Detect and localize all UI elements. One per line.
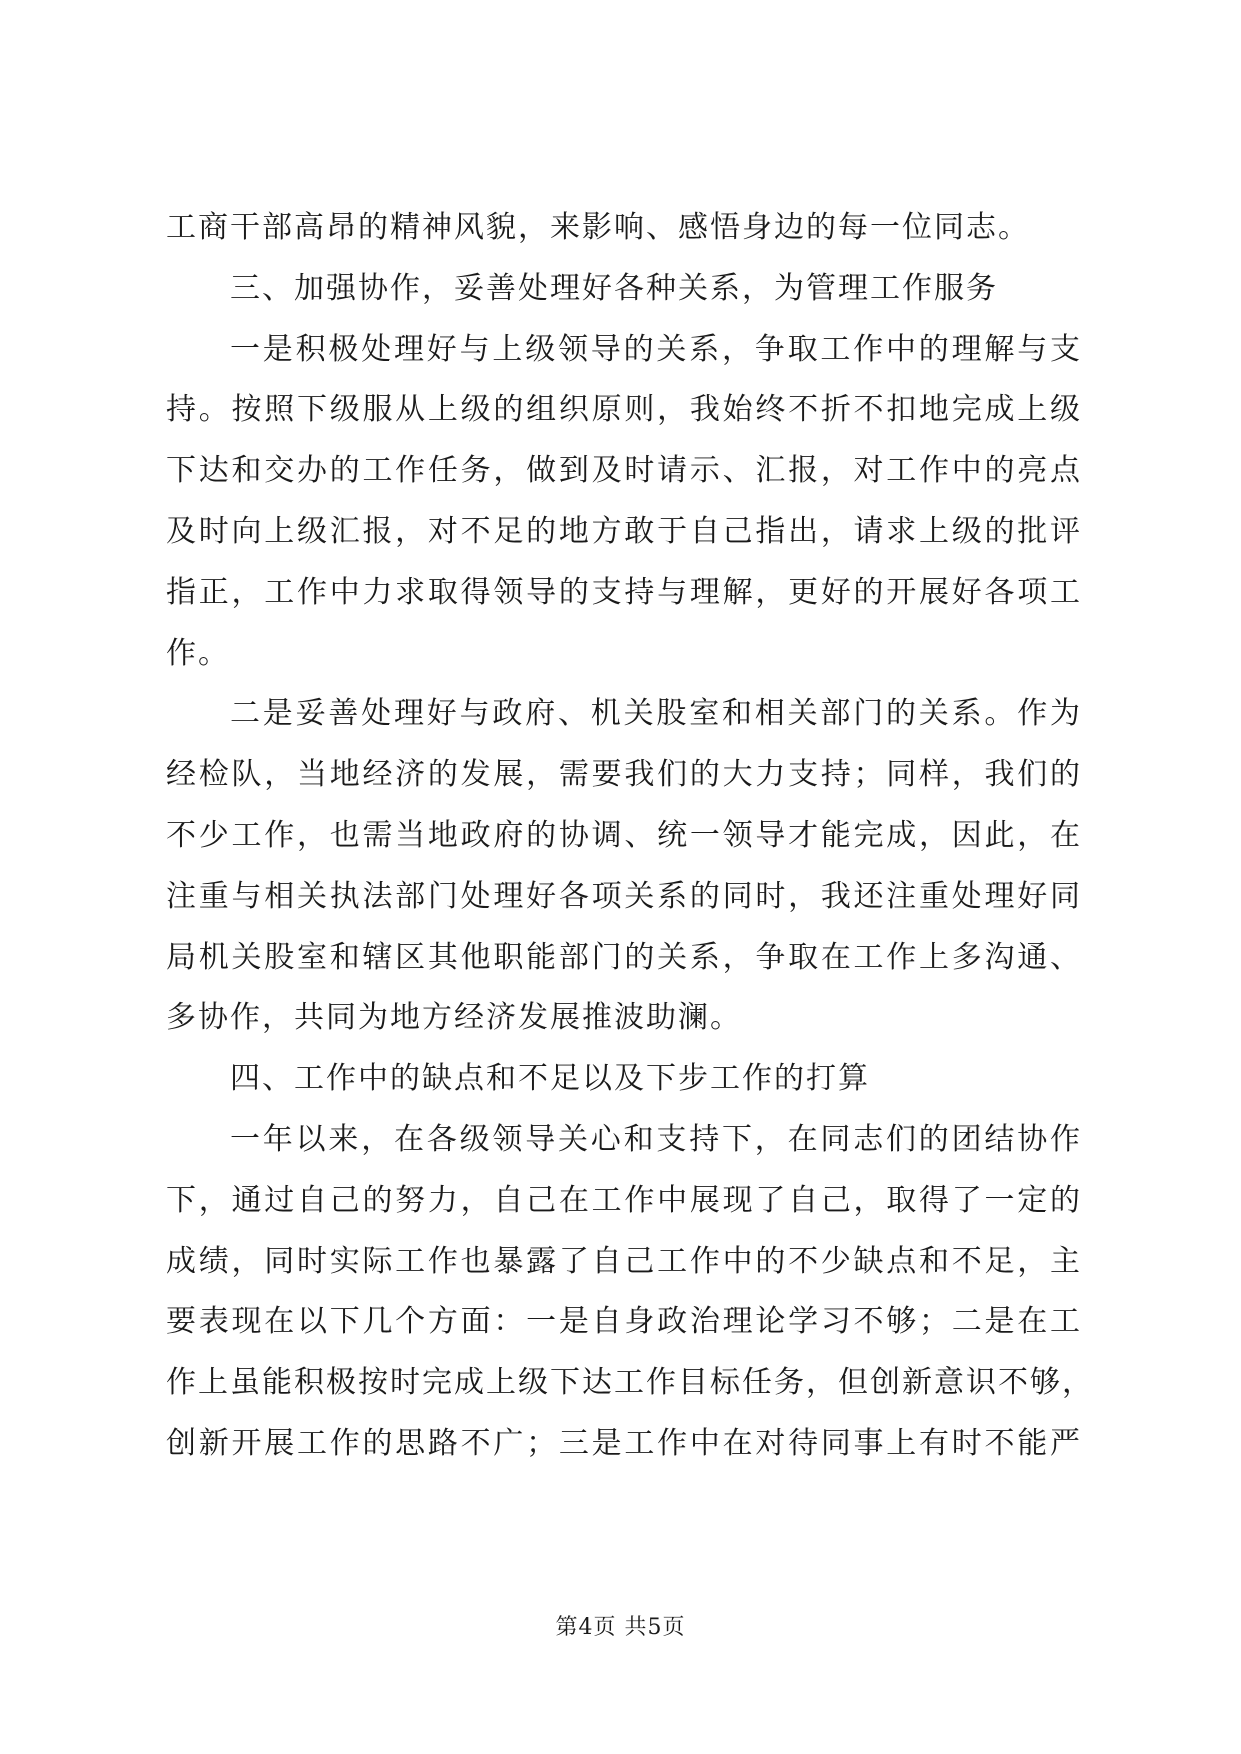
text-line: 指正，工作中力求取得领导的支持与理解，更好的开展好各项工	[166, 574, 1082, 610]
text-line: 一年以来，在各级领导关心和支持下，在同志们的团结协作	[230, 1121, 1082, 1157]
page-number-footer: 第4页 共5页	[555, 1615, 686, 1640]
text-line: 及时向上级汇报，对不足的地方敢于自己指出，请求上级的批评	[166, 513, 1082, 549]
text-line: 成绩，同时实际工作也暴露了自己工作中的不少缺点和不足，主	[166, 1243, 1082, 1279]
text-line: 注重与相关执法部门处理好各项关系的同时，我还注重处理好同	[166, 878, 1082, 914]
section-heading: 四、工作中的缺点和不足以及下步工作的打算	[230, 1061, 870, 1097]
section-heading: 三、加强协作，妥善处理好各种关系，为管理工作服务	[230, 270, 998, 306]
text-line: 持。按照下级服从上级的组织原则，我始终不折不扣地完成上级	[166, 392, 1082, 428]
text-line: 创新开展工作的思路不广；三是工作中在对待同事上有时不能严	[166, 1425, 1082, 1461]
document-body	[166, 198, 1094, 1475]
text-line: 局机关股室和辖区其他职能部门的关系，争取在工作上多沟通、	[166, 939, 1082, 975]
text-line: 不少工作，也需当地政府的协调、统一领导才能完成，因此，在	[166, 817, 1082, 853]
text-line: 要表现在以下几个方面：一是自身政治理论学习不够；二是在工	[166, 1304, 1082, 1340]
text-line: 一是积极处理好与上级领导的关系，争取工作中的理解与支	[230, 331, 1082, 367]
text-line: 二是妥善处理好与政府、机关股室和相关部门的关系。作为	[230, 696, 1082, 732]
text-line: 下，通过自己的努力，自己在工作中展现了自己，取得了一定的	[166, 1182, 1082, 1218]
text-line: 多协作，共同为地方经济发展推波助澜。	[166, 1000, 742, 1036]
text-line: 作上虽能积极按时完成上级下达工作目标任务，但创新意识不够，	[166, 1365, 1094, 1401]
text-line: 经检队，当地经济的发展，需要我们的大力支持；同样，我们的	[166, 757, 1082, 793]
text-line: 下达和交办的工作任务，做到及时请示、汇报，对工作中的亮点	[166, 453, 1082, 489]
text-line: 作。	[166, 635, 230, 671]
text-line: 工商干部高昂的精神风貌，来影响、感悟身边的每一位同志。	[166, 210, 1030, 245]
